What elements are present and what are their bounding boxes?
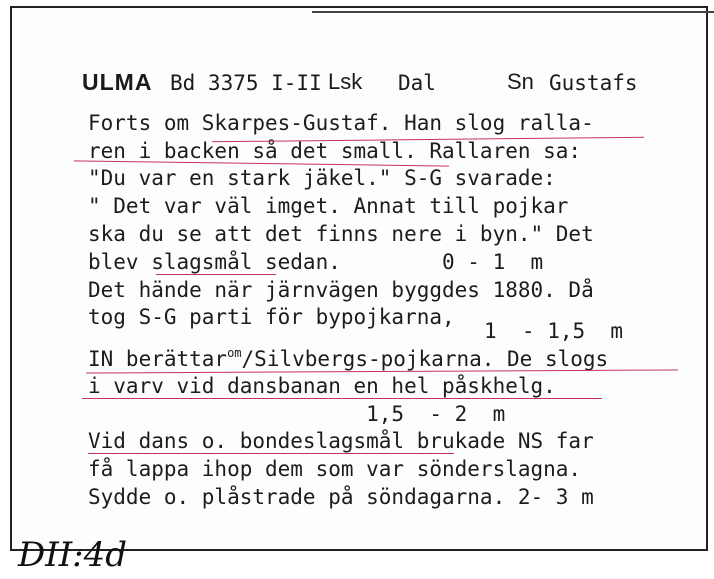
text-line: Vid dans o. bondeslagsmål brukade NS far <box>88 429 594 453</box>
line-end: /Silvbergs-pojkarna. De slogs <box>241 347 609 371</box>
landskap-value: Dal <box>398 71 436 95</box>
handwritten-code: DII:4d <box>18 535 127 575</box>
socken-value: Gustafs <box>549 71 638 95</box>
pen-underline <box>156 274 276 275</box>
landskap-label: Lsk <box>328 69 363 94</box>
card-header <box>82 67 652 101</box>
text-line: " Det var väl imget. Annat till pojkar <box>88 194 569 218</box>
text-line: i varv vid dansbanan en hel påskhelg. <box>88 374 556 398</box>
volume-ref: Bd 3375 I-II <box>170 71 322 95</box>
text-line: 1,5 - 2 m <box>88 402 506 426</box>
pen-underline <box>82 398 602 399</box>
text-line: ren i backen så det small. Rallaren sa: <box>88 139 582 163</box>
text-line: Sydde o. plåstrade på söndagarna. 2- 3 m <box>88 485 594 509</box>
text-line: tog S-G parti för bypojkarna, <box>88 305 455 329</box>
text-line: ska du se att det finns nere i byn." Det <box>88 222 594 246</box>
text-line: få lappa ihop dem som var sönderslagna. <box>88 457 582 481</box>
line-start: IN berättar <box>88 347 228 371</box>
top-border-line <box>312 11 714 13</box>
socken-label: Sn <box>507 69 534 94</box>
text-line: "Du var en stark jäkel." S-G svarade: <box>88 166 556 190</box>
text-line-measure: 1 - 1,5 m <box>484 319 624 343</box>
archive-name: ULMA <box>82 69 153 95</box>
pen-underline <box>88 453 454 454</box>
superscript: om <box>227 346 242 360</box>
text-line: blev slagsmål sedan. 0 - 1 m <box>88 250 544 274</box>
text-line: Forts om Skarpes-Gustaf. Han slog ralla- <box>88 111 594 135</box>
text-line: Det hände när järnvägen byggdes 1880. Då <box>88 278 594 302</box>
